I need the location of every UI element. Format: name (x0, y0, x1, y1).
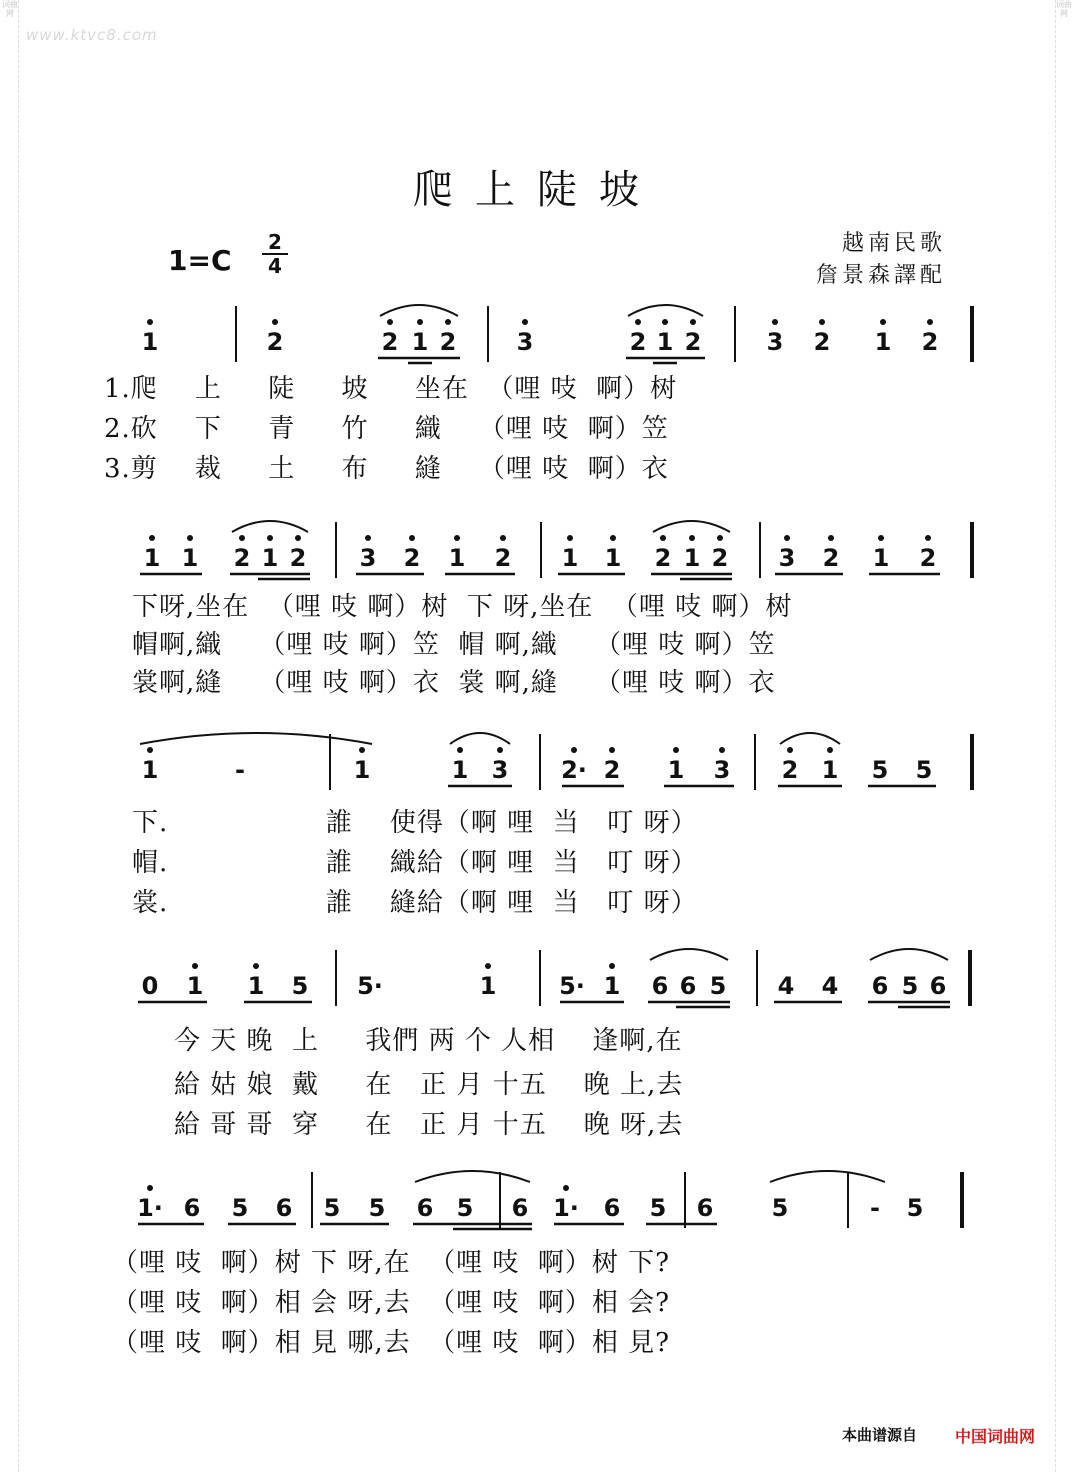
note: 3 (516, 328, 534, 356)
notes-line-4 (138, 949, 970, 1007)
source-label: 本曲谱源自 (842, 1426, 918, 1444)
note: 6 (183, 1194, 201, 1222)
octave-dot (719, 747, 725, 753)
note: 1 (143, 544, 161, 572)
score-line-5 (0, 1166, 1074, 1358)
note: - (870, 1194, 880, 1222)
octave-dot (387, 319, 393, 325)
note: 1 (656, 328, 674, 356)
note: 1 (448, 544, 466, 572)
note: 1· (137, 1194, 163, 1222)
note: 2· (561, 756, 587, 784)
octave-dot (192, 963, 198, 969)
site-watermark: www.ktvc8.com (26, 26, 158, 44)
source-site-link[interactable]: 中国词曲网 (955, 1427, 1036, 1446)
note: 4 (821, 972, 839, 1000)
note: 0 (141, 972, 159, 1000)
note: 1 (141, 756, 159, 784)
octave-dot (187, 535, 193, 541)
note: 2 (603, 756, 621, 784)
note: 5 (906, 1194, 924, 1222)
lyric-verse-3: 3.剪 裁 土 布 縫 （哩 吱 啊）衣 (104, 454, 669, 484)
lyric-verse-1: 1.爬 上 陡 坡 坐在 （哩 吱 啊）树 (104, 374, 678, 404)
note: 6 (696, 1194, 714, 1222)
octave-dot (828, 535, 834, 541)
octave-dot (417, 319, 423, 325)
key-signature: 1=C (168, 244, 232, 277)
note: 1 (603, 972, 621, 1000)
tie-arc (780, 733, 840, 744)
note: 2 (921, 328, 939, 356)
octave-dot (267, 535, 273, 541)
note: 1 (667, 756, 685, 784)
note: 1 (604, 544, 622, 572)
right-margin-watermark: 词曲网 (1055, 0, 1072, 1472)
note: 5· (559, 972, 585, 1000)
lyric-verse-2: 2.砍 下 青 竹 織 （哩 吱 啊）笠 (104, 414, 669, 444)
note: 1 (872, 544, 890, 572)
note: 6 (416, 1194, 434, 1222)
score-line-4 (0, 944, 1074, 1140)
tie-arc (140, 733, 372, 744)
octave-dot (563, 1185, 569, 1191)
octave-dot (239, 535, 245, 541)
note: 6 (651, 972, 669, 1000)
lyric-verse-3: 裳. 誰 縫給（啊 哩 当 叮 呀） (132, 888, 698, 918)
lyric-verse-2: 帽啊,織 （哩 吱 啊）笠 帽 啊,織 （哩 吱 啊）笠 (132, 630, 776, 660)
octave-dot (409, 535, 415, 541)
lyric-verse-3: 給 哥 哥 穿 在 正 月 十五 晚 呀,去 (174, 1110, 684, 1140)
tie-arc (232, 521, 308, 532)
octave-dot (295, 535, 301, 541)
note: 2 (629, 328, 647, 356)
octave-dot (497, 747, 503, 753)
note: 2 (781, 756, 799, 784)
octave-dot (927, 319, 933, 325)
left-margin-watermark: 词曲网 (2, 0, 19, 1472)
note: 2 (822, 544, 840, 572)
octave-dot (610, 535, 616, 541)
tie-arc (770, 1171, 885, 1182)
note: 2 (813, 328, 831, 356)
tie-arc (650, 949, 728, 960)
octave-dot (880, 319, 886, 325)
note: 2 (919, 544, 937, 572)
octave-dot (522, 319, 528, 325)
tie-arc (380, 305, 458, 316)
note: 5 (709, 972, 727, 1000)
note: 1 (141, 328, 159, 356)
lyric-verse-2: （哩 吱 啊）相 会 呀,去 （哩 吱 啊）相 会? (112, 1288, 671, 1318)
octave-dot (819, 319, 825, 325)
octave-dot (660, 535, 666, 541)
lyric-verse-3: 裳啊,縫 （哩 吱 啊）衣 裳 啊,縫 （哩 吱 啊）衣 (132, 668, 776, 698)
octave-dot (485, 963, 491, 969)
octave-dot (445, 319, 451, 325)
note: 2 (439, 328, 457, 356)
note: 3 (766, 328, 784, 356)
note: 5 (456, 1194, 474, 1222)
tie-arc (628, 305, 703, 316)
note: 2 (711, 544, 729, 572)
time-signature (262, 232, 288, 276)
time-signature-bottom: 4 (268, 254, 282, 278)
note: 2 (494, 544, 512, 572)
song-origin: 越南民歌 (841, 231, 946, 256)
octave-dot (567, 535, 573, 541)
octave-dot (147, 319, 153, 325)
octave-dot (717, 535, 723, 541)
note: 1· (553, 1194, 579, 1222)
note: 5 (871, 756, 889, 784)
note: 6 (871, 972, 889, 1000)
note: 5 (915, 756, 933, 784)
octave-dot (147, 747, 153, 753)
note: 2 (654, 544, 672, 572)
tie-arc (450, 733, 510, 744)
note: 2 (289, 544, 307, 572)
note: 4 (777, 972, 795, 1000)
tie-arc (415, 1171, 530, 1182)
note: 1 (451, 756, 469, 784)
note: 3 (491, 756, 509, 784)
note: 6 (603, 1194, 621, 1222)
octave-dot (359, 747, 365, 753)
octave-dot (500, 535, 506, 541)
translator-credit: 詹景森譯配 (815, 263, 946, 288)
note: - (235, 756, 245, 784)
tie-arc (870, 949, 948, 960)
note: 5· (357, 972, 383, 1000)
note: 1 (247, 972, 265, 1000)
note: 1 (561, 544, 579, 572)
note: 5 (231, 1194, 249, 1222)
note: 1 (683, 544, 701, 572)
octave-dot (772, 319, 778, 325)
octave-dot (149, 535, 155, 541)
octave-dot (784, 535, 790, 541)
note: 2 (684, 328, 702, 356)
score-line-3 (0, 728, 1074, 918)
notes-line-3 (140, 733, 972, 790)
octave-dot (147, 1185, 153, 1191)
song-title: 爬上陡坡 (413, 167, 661, 213)
lyric-verse-2: 給 姑 娘 戴 在 正 月 十五 晚 上,去 (174, 1070, 684, 1100)
note: 1 (874, 328, 892, 356)
notes-line-1 (142, 305, 972, 363)
note: 2 (381, 328, 399, 356)
octave-dot (609, 963, 615, 969)
octave-dot (571, 747, 577, 753)
lyric-verse-1: 下呀,坐在 （哩 吱 啊）树 下 呀,坐在 （哩 吱 啊）树 (132, 592, 793, 622)
octave-dot (689, 535, 695, 541)
octave-dot (827, 747, 833, 753)
score-line-1 (0, 300, 1074, 484)
note: 2 (266, 328, 284, 356)
note: 5 (771, 1194, 789, 1222)
note: 1 (181, 544, 199, 572)
octave-dot (253, 963, 259, 969)
note: 6 (275, 1194, 293, 1222)
note: 5 (901, 972, 919, 1000)
note: 1 (261, 544, 279, 572)
note: 3 (778, 544, 796, 572)
octave-dot (609, 747, 615, 753)
note: 1 (821, 756, 839, 784)
note: 5 (323, 1194, 341, 1222)
note: 6 (679, 972, 697, 1000)
note: 1 (411, 328, 429, 356)
octave-dot (925, 535, 931, 541)
note: 5 (291, 972, 309, 1000)
note: 1 (186, 972, 204, 1000)
note: 6 (511, 1194, 529, 1222)
lyric-verse-1: （哩 吱 啊）树 下 呀,在 （哩 吱 啊）树 下? (112, 1248, 671, 1278)
octave-dot (272, 319, 278, 325)
octave-dot (787, 747, 793, 753)
note: 6 (929, 972, 947, 1000)
note: 5 (649, 1194, 667, 1222)
notes-line-2 (140, 521, 972, 579)
octave-dot (878, 535, 884, 541)
note: 3 (713, 756, 731, 784)
lyric-verse-2: 帽. 誰 織給（啊 哩 当 叮 呀） (132, 848, 698, 878)
note: 2 (233, 544, 251, 572)
lyric-verse-1: 今 天 晚 上 我們 两 个 人相 逢啊,在 (174, 1026, 683, 1056)
score-line-2 (0, 516, 1074, 698)
octave-dot (662, 319, 668, 325)
time-signature-top: 2 (268, 230, 282, 254)
note: 2 (403, 544, 421, 572)
note: 1 (353, 756, 371, 784)
notes-line-5 (137, 1171, 962, 1229)
lyric-verse-1: 下. 誰 使得（啊 哩 当 叮 呀） (132, 808, 698, 838)
note: 5 (368, 1194, 386, 1222)
lyric-verse-3: （哩 吱 啊）相 見 哪,去 （哩 吱 啊）相 見? (112, 1328, 671, 1358)
octave-dot (457, 747, 463, 753)
tie-arc (653, 521, 730, 532)
octave-dot (365, 535, 371, 541)
octave-dot (454, 535, 460, 541)
octave-dot (673, 747, 679, 753)
octave-dot (690, 319, 696, 325)
note: 3 (359, 544, 377, 572)
octave-dot (635, 319, 641, 325)
note: 1 (479, 972, 497, 1000)
